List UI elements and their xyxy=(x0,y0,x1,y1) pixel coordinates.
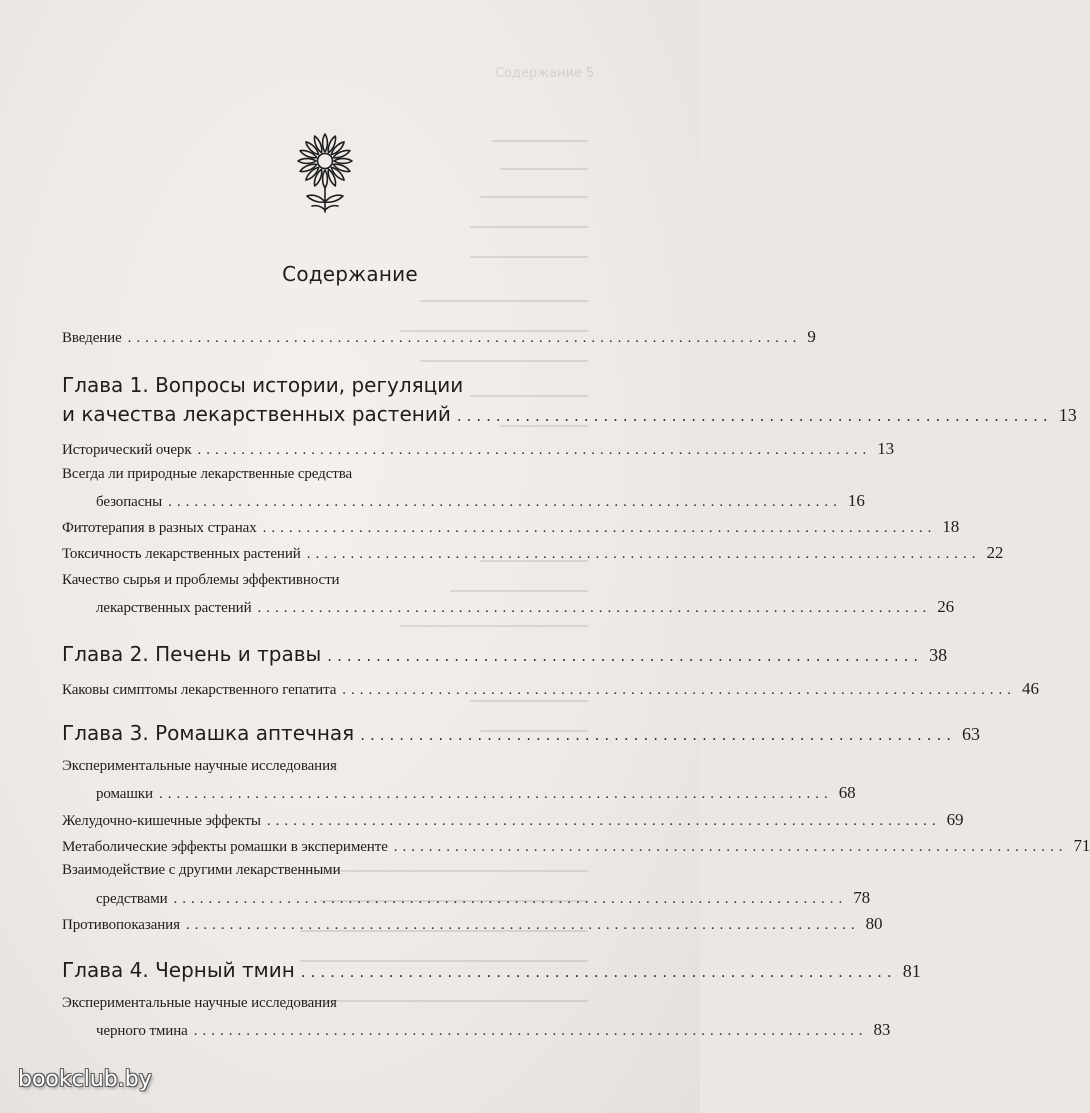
toc-entry-quality-line1: Качество сырья и проблемы эффективности xyxy=(62,572,340,588)
ghost-running-header: Содержание 5 xyxy=(495,66,595,81)
toc-entry-interactions-line1: Взаимодействие с другими лекарственными xyxy=(62,862,341,878)
toc-chapter-2: Глава 2. Печень и травы ............................................................. 38 xyxy=(62,642,948,666)
toc-entry-hepatitis: Каковы симптомы лекарственного гепатита ............................................................................. 46 xyxy=(62,679,1039,698)
page-title: Содержание xyxy=(282,262,418,286)
toc-entry-intro: Введение ............................................................................. 9 xyxy=(62,327,816,346)
toc-entry-gi-effects: Желудочно-кишечные эффекты ............................................................................. 69 xyxy=(62,810,964,829)
toc-entry-contraindications: Противопоказания ............................................................................. 80 xyxy=(62,914,883,933)
toc-entry-quality: лекарственных растений ............................................................................. 26 xyxy=(96,597,955,616)
toc-entry-black-cumin-research-line1: Экспериментальные научные исследования xyxy=(62,995,337,1011)
toc-entry-safety-line1: Всегда ли природные лекарственные средства xyxy=(62,466,353,482)
watermark: bookclub.by xyxy=(18,1067,152,1092)
toc-entry-black-cumin-research: черного тмина ............................................................................. 83 xyxy=(96,1020,891,1039)
toc-chapter-4: Глава 4. Черный тмин ............................................................. 81 xyxy=(62,958,921,982)
toc-entry-interactions: средствами ............................................................................. 78 xyxy=(96,888,871,907)
toc-entry-metabolic: Метаболические эффекты ромашки в эксперименте ............................................................................. 71 xyxy=(62,836,1090,855)
toc-chapter-1: и качества лекарственных растений ............................................................. 13 xyxy=(62,402,1077,426)
toc-entry-history: Исторический очерк ............................................................................. 13 xyxy=(62,439,895,458)
toc-entry-countries: Фитотерапия в разных странах ............................................................................. 18 xyxy=(62,517,960,536)
chamomile-flower-icon xyxy=(296,130,354,216)
toc-chapter-3: Глава 3. Ромашка аптечная ............................................................. 63 xyxy=(62,721,981,745)
toc-entry-chamomile-research-line1: Экспериментальные научные исследования xyxy=(62,758,337,774)
toc-entry-safety: безопасны ............................................................................. 16 xyxy=(96,491,865,510)
toc-entry-chamomile-research: ромашки ............................................................................. 68 xyxy=(96,783,856,802)
toc-entry-toxicity: Токсичность лекарственных растений ............................................................................. 22 xyxy=(62,543,1004,562)
toc-chapter-1-line1: Глава 1. Вопросы истории, регуляции xyxy=(62,373,464,397)
